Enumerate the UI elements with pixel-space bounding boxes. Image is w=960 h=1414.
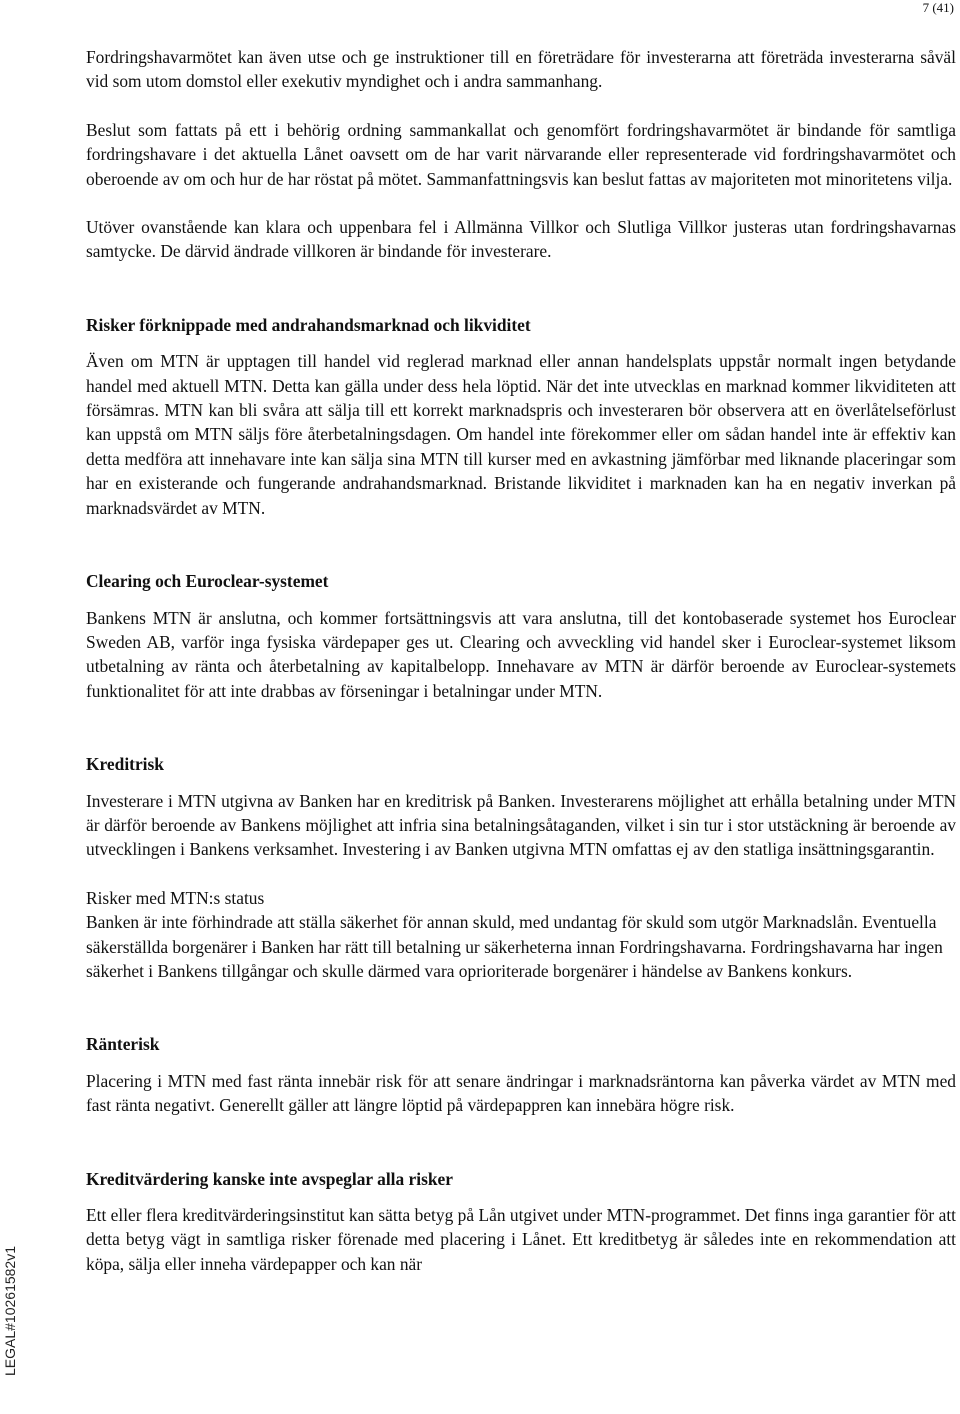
section-body-interest: Placering i MTN med fast ränta innebär risk för att senare ändringar i marknadsräntorna kan påverka värdet av MTN med fast ränta negativt. Generellt gäller att längre löptid på värdepappren kan innebära högre risk. (86, 1070, 956, 1116)
section-heading-rating: Kreditvärdering kanske inte avspeglar alla risker (86, 1168, 453, 1189)
intro-paragraph-2: Beslut som fattats på ett i behörig ordning sammankallat och genomfört fordringshavarmötet är bindande för samtliga fordringshavare i det aktuella Lånet oavsett om de har varit närvarande eller representerade vid fordringshavarmötet och oberoende av om och hur de har röstat på mötet. Sammanfattningsvis kan beslut fattas av majoriteten mot minoritetens vilja. (86, 119, 956, 189)
document-body (86, 45, 956, 1276)
section-heading-interest: Ränterisk (86, 1034, 160, 1055)
intro-paragraph-3: Utöver ovanstående kan klara och uppenbara fel i Allmänna Villkor och Slutliga Villkor justeras utan fordringshavarnas samtycke. De därvid ändrade villkoren är bindande för investerare. (86, 217, 956, 262)
section-heading-liquidity: Risker förknippade med andrahandsmarknad och likviditet (86, 314, 531, 335)
document-reference-text: LEGAL#10261582v1 (2, 1246, 18, 1376)
page-number: 7 (41) (922, 0, 954, 15)
section-body-credit: Investerare i MTN utgivna av Banken har en kreditrisk på Banken. Investerarens möjlighet att erhålla betalning under MTN är därför beroende av Bankens möjlighet att infria sina betalningsåtaganden, vilket i sin tur i stor utstäckning är beroende av utvecklingen i Bankens verksamhet. Investering i av Banken utgivna MTN omfattas ej av den statliga insättningsgarantin. (86, 790, 956, 860)
section-body-liquidity: Även om MTN är upptagen till handel vid reglerad marknad eller annan handelsplats uppstår normalt ingen betydande handel med aktuell MTN. Detta kan gälla under dess hela löptid. När det inte utvecklas en marknad kommer likviditeten att försämras. MTN kan bli svåra att sälja till ett korrekt marknadspris och investeraren bör observera att en överlåtelseförlust kan uppstå om MTN säljs före återbetalningsdagen. Om handel inte förekommer eller om sådan handel inte är effektiv kan detta medföra att innehavare inte kan sälja sina MTN till kurser med en avkastning jämförbar med liknande placeringar som har en existerande och fungerande andrahandsmarknad. Bristande likviditet i marknaden kan ha en negativ inverkan på marknadsvärdet av MTN. (86, 351, 956, 518)
subsection-body-status: Banken är inte förhindrade att ställa säkerhet för annan skuld, med undantag för skuld som utgör Marknadslån. Eventuella säkerställda borgenärer i Banken har rätt till betalning ur säkerheterna innan Fordringshavarna. Fordringshavarna har ingen säkerhet i Bankens tillgångar och skulle därmed vara oprioriterade borgenärer i händelse av Bankens konkurs. (86, 912, 943, 981)
document-reference-label (0, 1246, 20, 1414)
section-body-clearing: Bankens MTN är anslutna, och kommer fortsättningsvis att vara anslutna, till det kontobaserade systemet hos Euroclear Sweden AB, varför inga fysiska värdepaper ges ut. Clearing och avveckling vid handel sker i Euroclear-systemet liksom utbetalning av ränta och återbetalning av kapitalbelopp. Innehavare av MTN är därför beroende av Euroclear-systemets funktionalitet för att inte drabbas av förseningar i betalningar under MTN. (86, 607, 956, 701)
intro-paragraph-1: Fordringshavarmötet kan även utse och ge instruktioner till en företrädare för investerarna att företräda investerarna såväl vid som utom domstol eller exekutiv myndighet och i andra sammanhang. (86, 47, 956, 92)
section-body-rating: Ett eller flera kreditvärderingsinstitut kan sätta betyg på Lån utgivet under MTN-programmet. Det finns inga garantier för att detta betyg vägt in samtliga risker förenade med placering i Lånet. Ett kreditbetyg är således inte en rekommendation att köpa, sälja eller inneha värdepapper och kan när (86, 1205, 956, 1274)
subsection-heading-status: Risker med MTN:s status (86, 887, 265, 908)
section-heading-clearing: Clearing och Euroclear-systemet (86, 571, 329, 592)
section-heading-credit: Kreditrisk (86, 754, 164, 775)
